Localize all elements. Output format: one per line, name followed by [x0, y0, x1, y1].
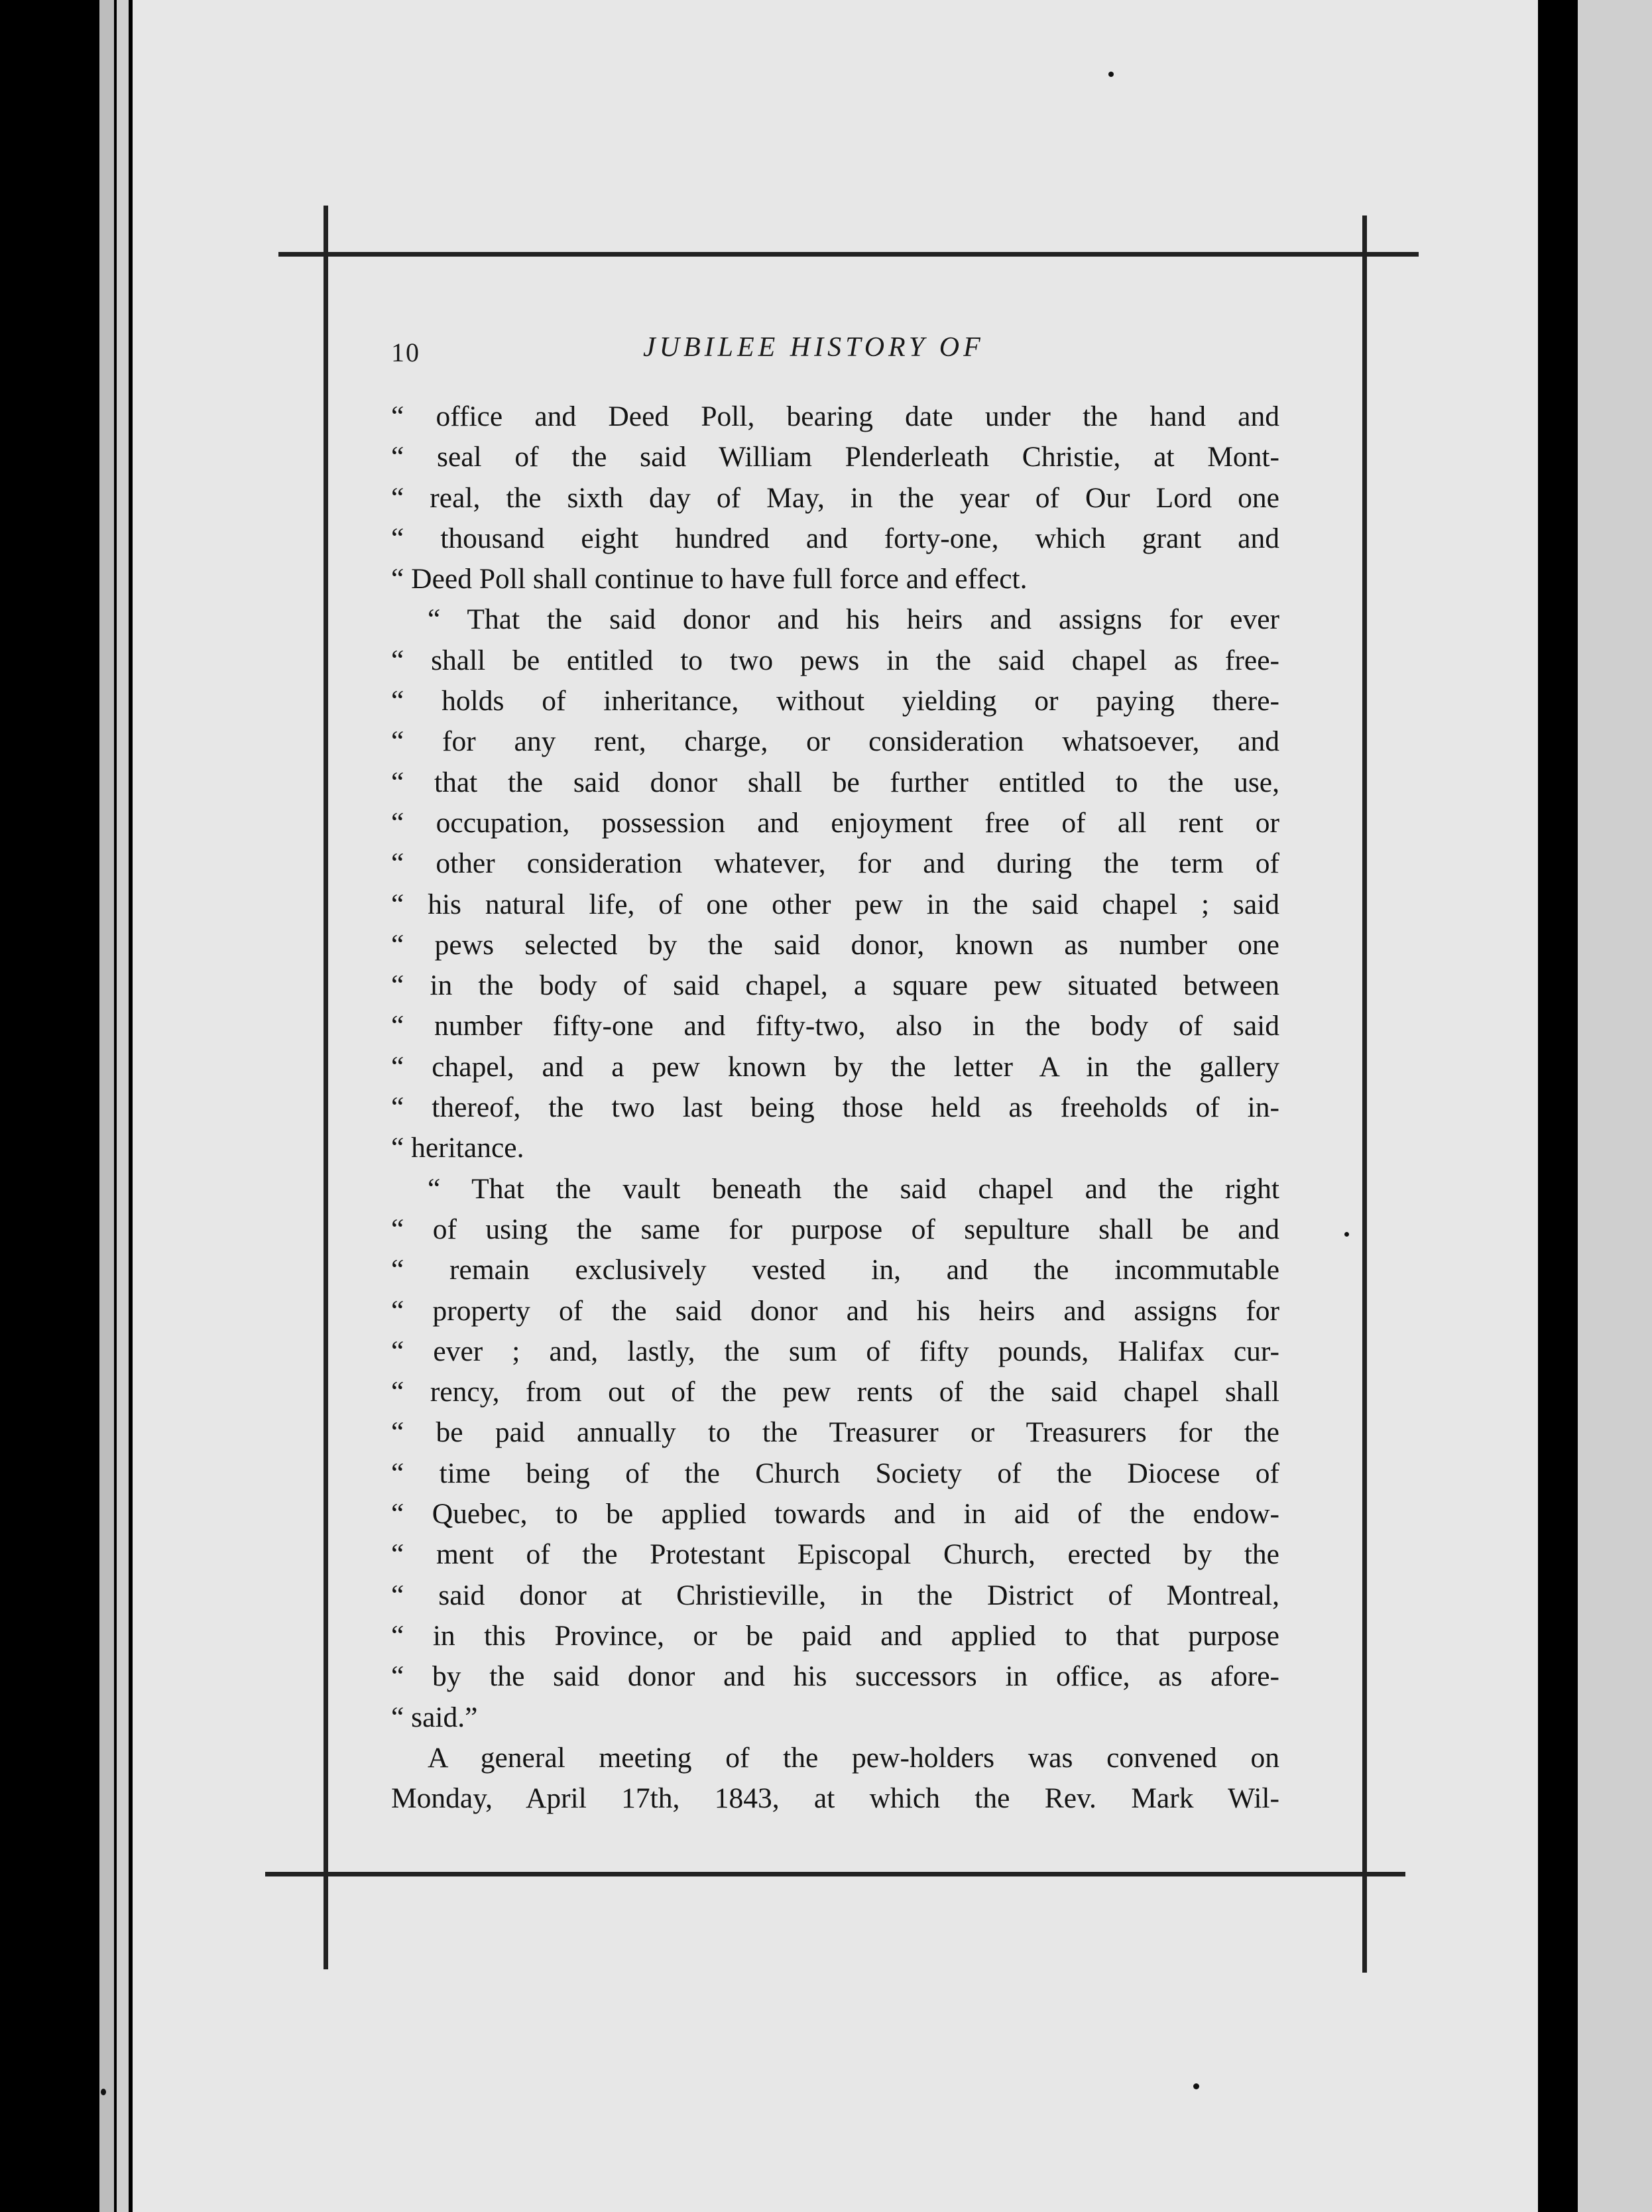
- scan-speck: [1344, 1232, 1349, 1237]
- running-title: JUBILEE HISTORY OF: [643, 332, 984, 363]
- text-line: “ number fifty-one and fifty-two, also in the body of said: [391, 1010, 1279, 1042]
- text-line: “ occupation, possession and enjoyment free of all rent or: [391, 806, 1279, 839]
- text-line: “ remain exclusively vested in, and the incommutable: [391, 1254, 1279, 1286]
- text-line: “ office and Deed Poll, bearing date under the hand and: [391, 400, 1279, 432]
- text-line: Monday, April 17th, 1843, at which the Rev. Mark Wil-: [391, 1782, 1279, 1815]
- text-line: “ said.”: [391, 1701, 478, 1733]
- scan-speck: [1108, 72, 1114, 77]
- page-edge: [117, 0, 129, 2212]
- text-line: “ his natural life, of one other pew in the said chapel ; said: [391, 888, 1279, 920]
- scan-speck: [1193, 2083, 1199, 2089]
- text-line: “ That the said donor and his heirs and assigns for ever: [428, 603, 1279, 636]
- frame-rule-bottom: [265, 1872, 1405, 1876]
- text-line: “ for any rent, charge, or consideration whatsoever, and: [391, 725, 1279, 758]
- text-line: “ in the body of said chapel, a square pew situated between: [391, 969, 1279, 1002]
- text-line: “ pews selected by the said donor, known as number one: [391, 928, 1279, 961]
- text-line: “ ment of the Protestant Episcopal Church, erected by the: [391, 1538, 1279, 1571]
- text-line: “ be paid annually to the Treasurer or Treasurers for the: [391, 1416, 1279, 1449]
- text-line: “ ever ; and, lastly, the sum of fifty pounds, Halifax cur-: [391, 1335, 1279, 1367]
- page-number: 10: [391, 338, 420, 367]
- text-line: “ chapel, and a pew known by the letter A in the gallery: [391, 1050, 1279, 1083]
- page-edge: [99, 0, 114, 2212]
- frame-rule-left: [324, 206, 328, 1969]
- scan-speck: [101, 2089, 106, 2095]
- text-line: “ that the said donor shall be further entitled to the use,: [391, 766, 1279, 798]
- scan-background-left: [0, 0, 99, 2212]
- running-head: [391, 332, 1279, 385]
- text-line: “ of using the same for purpose of sepulture shall be and: [391, 1213, 1279, 1245]
- text-line: A general meeting of the pew-holders was convened on: [428, 1741, 1279, 1774]
- text-line: “ shall be entitled to two pews in the said chapel as free-: [391, 644, 1279, 676]
- text-line: “ thereof, the two last being those held as freeholds of in-: [391, 1091, 1279, 1124]
- text-line: “ Deed Poll shall continue to have full force and effect.: [391, 563, 1028, 595]
- text-line: “ heritance.: [391, 1132, 524, 1164]
- text-line: “ time being of the Church Society of the Diocese of: [391, 1457, 1279, 1489]
- text-line: “ holds of inheritance, without yielding or paying there-: [391, 685, 1279, 717]
- text-line: “ That the vault beneath the said chapel and the right: [428, 1172, 1279, 1205]
- text-line: “ property of the said donor and his heirs and assigns for: [391, 1294, 1279, 1327]
- body-text: [391, 397, 1279, 1819]
- frame-rule-right: [1362, 215, 1367, 1973]
- text-line: “ rency, from out of the pew rents of the said chapel shall: [391, 1376, 1279, 1408]
- text-line: “ real, the sixth day of May, in the year of Our Lord one: [391, 481, 1279, 514]
- text-line: “ in this Province, or be paid and applied to that purpose: [391, 1619, 1279, 1652]
- text-line: “ said donor at Christieville, in the District of Montreal,: [391, 1579, 1279, 1611]
- text-line: “ thousand eight hundred and forty-one, which grant and: [391, 522, 1279, 554]
- text-line: “ seal of the said William Plenderleath Christie, at Mont-: [391, 441, 1279, 473]
- text-line: “ other consideration whatever, for and during the term of: [391, 847, 1279, 880]
- facing-page-edge: [1578, 0, 1652, 2212]
- text-line: “ by the said donor and his successors in office, as afore-: [391, 1660, 1279, 1693]
- frame-rule-top: [278, 252, 1419, 257]
- text-line: “ Quebec, to be applied towards and in aid of the endow-: [391, 1498, 1279, 1530]
- scan-gutter-right: [1538, 0, 1578, 2212]
